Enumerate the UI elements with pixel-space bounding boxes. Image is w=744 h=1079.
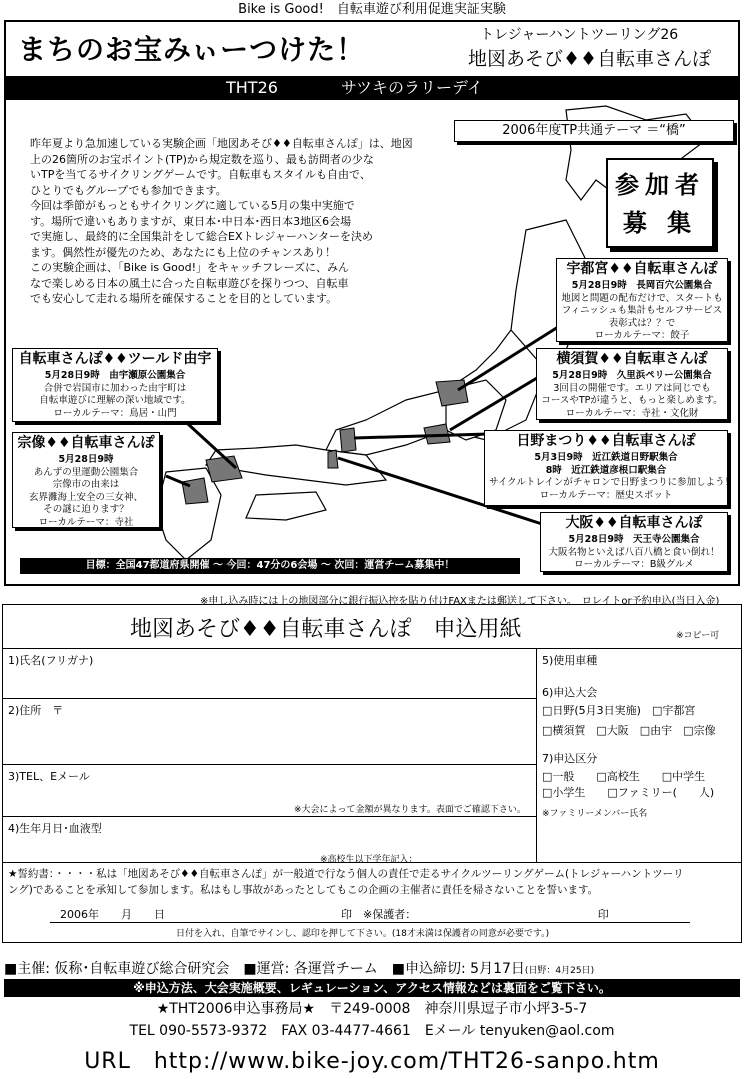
event-box-yokosuka <box>536 348 728 420</box>
category-label: 7)申込区分 <box>542 752 598 765</box>
address-field[interactable]: 2)住所 〒 <box>8 704 64 717</box>
event-date: 5月3日9時 近江鉄道日野駅集合 <box>534 452 678 463</box>
event-checkboxes-row2[interactable]: □横須賀 □大阪 □由宇 □宗像 <box>542 724 716 737</box>
event-date: 5月28日9時 長岡百穴公園集合 <box>571 280 713 291</box>
map-shikoku <box>246 492 326 520</box>
copy-ok-note: ※コピー可 <box>676 631 720 641</box>
event-name: 宇都宮♦♦自転車さんぽ <box>566 261 718 277</box>
organizer-line <box>4 958 740 978</box>
recruit-line: 募 集 <box>622 209 698 237</box>
event-box-osaka <box>540 512 728 572</box>
intro-line: 今回は季節がもっともサイクリングに適している5月の集中実施で <box>30 199 355 212</box>
event-desc: 8時 近江鉄道彦根口駅集合 <box>545 464 667 476</box>
event-desc: コースやTPが違うと、もっと楽しめます。 <box>541 395 723 406</box>
form-title: 地図あそび♦♦自転車さんぽ 申込用紙 <box>130 617 522 642</box>
intro-line: 昨年夏より急加速している実験企画「地図あそび♦♦自転車さんぽ」は、地図 <box>30 137 413 150</box>
event-date: 5月28日9時 <box>58 454 114 465</box>
fee-note: ※大会によって金額が異なります。表面でご確認下さい。 <box>294 805 526 815</box>
bike-type-field[interactable]: 5)使用車種 <box>542 654 598 667</box>
event-desc: 自転車遊びに理解の深い地域です。 <box>39 395 191 406</box>
event-box-utsunomiya <box>556 258 728 342</box>
pledge-line: ★誓約書：・・・・私は「地図あそび♦♦自転車さんぽ」が一般道で行なう個人の責任で走るサイクルツーリングゲーム(トレジャーハントツーリ <box>8 868 684 880</box>
event-theme: ローカルテーマ：餃子 <box>594 330 690 341</box>
pledge-line: ング)であることを承知して参加します。私はもし事故があったとしてもこの企画の主催者に責任を帰さないことを誓います。 <box>8 884 599 896</box>
event-date: 5月28日9時 由宇瀬原公園集合 <box>44 370 186 381</box>
event-name: 大阪♦♦自転車さんぽ <box>565 515 703 531</box>
event-desc: 宗像市の由来は <box>52 479 120 490</box>
event-desc: フィニッシュも集計もセルフサービス <box>561 305 723 316</box>
subtitle: トレジャーハントツーリング26 <box>480 27 679 43</box>
deadline-note: (日野：4月25日) <box>524 966 595 976</box>
intro-text <box>30 136 440 307</box>
recruit-line: 参加者 <box>615 171 705 199</box>
tht-code: THT26 <box>226 78 278 97</box>
event-theme: ローカルテーマ：B級グルメ <box>574 559 694 570</box>
banner: Bike is Good! 自転車遊び利用促進実証実験 <box>238 2 506 17</box>
intro-line: 上の26箇所のお宝ポイント(TP)から規定数を巡り、最も訪問者の少な <box>30 152 374 166</box>
event-box-munakata <box>12 432 160 528</box>
event-desc: サイクルトレインがチャロンで日野まつりに参加しよう！ <box>489 477 735 488</box>
intro-line: で実施し、最終的に全国集計をして総合EXトレジャーハンターを決め <box>30 230 373 243</box>
family-members-field[interactable]: ※ファミリーメンバー氏名 <box>542 809 648 819</box>
event-name: 自転車さんぽ♦♦ツールド由宇 <box>18 351 212 367</box>
event-theme: サツキのラリーデイ <box>341 78 483 97</box>
event-desc: その謎に迫ります？ <box>43 504 129 515</box>
office-address: ★THT2006申込事務局★ 〒249-0008 神奈川県逗子市小坪3-5-7 <box>156 1001 588 1017</box>
pledge-text <box>8 866 734 898</box>
event-desc: 3回目の開催です。エリアは同じでも <box>553 382 711 394</box>
name-field[interactable]: 1)氏名(フリガナ) <box>8 654 94 667</box>
signature-note: 日付を入れ、自筆でサインし、認印を押して下さい。(18才未満は保護者の同意が必要です。) <box>176 929 550 939</box>
divider <box>536 648 537 862</box>
event-name: 横須賀♦♦自転車さんぽ <box>556 351 708 367</box>
divider <box>2 764 536 765</box>
event-theme: ローカルテーマ：鳥居・山門 <box>53 407 177 419</box>
category-checkboxes-row1[interactable]: □一般 □高校生 □中学生 <box>542 770 706 783</box>
event-date: 5月28日9時 久里浜ペリー公園集合 <box>552 370 712 381</box>
event-checkboxes-row1[interactable]: □日野(5月3日実施) □宇都宮 <box>542 704 696 717</box>
event-box-yuu <box>12 348 218 422</box>
event-desc: あんずの里運動公園集合 <box>33 466 139 478</box>
goal-bar: 目標：全国47都道府県開催 ～ 今回：47分の6会場 ～ 次回：運営チーム募集中！ <box>20 558 520 574</box>
divider <box>2 698 536 699</box>
event-box-hino <box>484 430 735 506</box>
event-desc: 表彰式は？？で <box>608 317 676 329</box>
map-area-utsunomiya <box>436 380 468 406</box>
intro-line: ひとりでもグループでも参加できます。 <box>30 183 227 197</box>
birth-blood-field[interactable]: 4)生年月日･血液型 <box>8 822 102 835</box>
intro-line: ます。偶然性が優先のため、あなたにも上位のチャンスあり！ <box>30 245 337 259</box>
intro-line: す。場所で違いもありますが、東日本･中日本･西日本3地区6会場 <box>30 214 352 228</box>
subtitle-event-name: 地図あそび♦♦自転車さんぽ <box>468 48 712 70</box>
tp-theme-box: 2006年度TP共通テーマ ＝“橋” <box>454 120 734 142</box>
map-area-hino <box>340 428 356 452</box>
event-theme: ローカルテーマ：寺社・文化財 <box>565 407 699 419</box>
event-desc: 合併で岩国市に加わった由宇町は <box>43 382 187 394</box>
event-desc: 大阪名物といえば八百八橋と食い倒れ！ <box>548 546 720 558</box>
intro-line: なで楽しめる日本の風土に合った自転車遊びを探りつつ、自転車 <box>30 276 349 290</box>
contact-info: TEL 090-5573-9372 FAX 03-4477-4661 Eメール tenyuken@aol.com <box>129 1023 615 1039</box>
event-name: 日野まつり♦♦自転車さんぽ <box>516 433 696 449</box>
organizer-text: ■主催: 仮称･自転車遊び総合研究会 ■運営: 各運営チーム ■申込締切: 5月17日 <box>4 961 525 977</box>
website-url[interactable]: URL http://www.bike-joy.com/THT26-sanpo.htm <box>84 1049 660 1074</box>
event-desc: 玄界灘海上安全の三女神、 <box>28 491 143 503</box>
category-checkboxes-row2[interactable]: □小学生 □ファミリー( 人) <box>542 786 715 799</box>
recruit-box <box>606 158 714 248</box>
event-theme: ローカルテーマ：寺社 <box>38 516 134 528</box>
map-area-munakata <box>182 478 208 504</box>
intro-line: いTPを当てるサイクリングゲームです。自転車もスタイルも自由で、 <box>30 168 371 181</box>
event-date: 5月28日9時 天王寺公園集合 <box>568 534 700 545</box>
minor-grade-field[interactable]: ※高校生以下学年記入： <box>320 855 418 865</box>
submission-note: ※申し込み時には上の地図部分に銀行振込控を貼り付けFAXまたは郵送して下さい。 ロレイトor予約申込(当日入金) <box>200 596 720 607</box>
info-bar: ※申込方法、大会実施概要、レギュレーション、アクセス情報などは裏面をご覧下さい。 <box>4 979 740 997</box>
divider <box>2 816 536 817</box>
divider <box>2 648 742 649</box>
date-signature-field[interactable]: 2006年 月 日 印 ※保護者： 印 <box>60 908 609 921</box>
event-theme: ローカルテーマ：歴史スポット <box>539 489 673 501</box>
map-area-osaka <box>328 450 338 468</box>
signature-line <box>50 922 690 923</box>
intro-line: この実験企画は、「Bike is Good!」をキャッチフレーズに、みん <box>30 261 350 274</box>
event-name: 宗像♦♦自転車さんぽ <box>17 435 155 451</box>
page-title: まちのお宝みぃーつけた！ <box>18 33 366 66</box>
tel-email-field[interactable]: 3)TEL、Eメール <box>8 770 90 783</box>
intro-line: でも安心して走れる場所を確保することを目的としています。 <box>30 292 338 305</box>
event-desc: 地図と問題の配布だけで、スタートも <box>561 292 723 304</box>
event-select-label: 6)申込大会 <box>542 686 598 699</box>
title-bar <box>6 76 738 100</box>
